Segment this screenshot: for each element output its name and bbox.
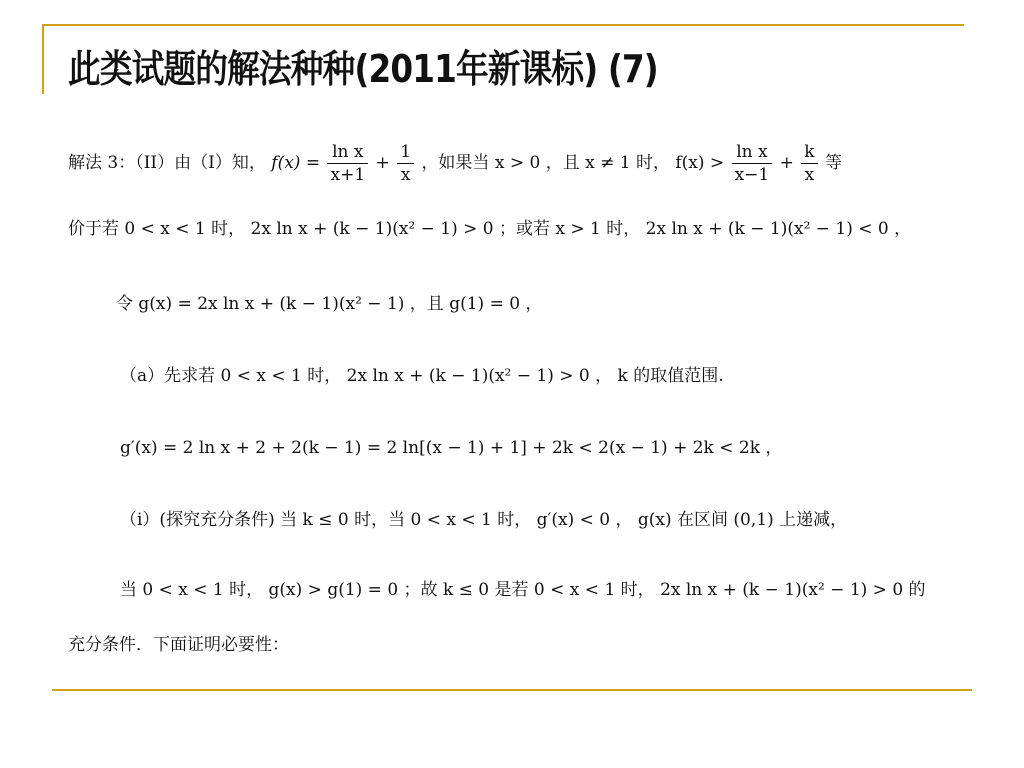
solution-line-8: 充分条件．下面证明必要性： [68, 635, 289, 655]
plus-sign: + [779, 153, 794, 173]
fraction-1-over-x [397, 141, 414, 186]
fraction-lnx-over-xminus1 [732, 141, 773, 186]
line1-lhs: f(x) = [271, 153, 321, 173]
solution-line-4: （a）先求若 0 < x < 1 时， 2x ln x + (k − 1)(x² − 1) > 0 ， k 的取值范围. [120, 366, 724, 386]
frac3-denominator: x−1 [734, 165, 770, 185]
frac4-denominator: x [804, 165, 815, 185]
fraction-lnx-over-xplus1 [327, 141, 368, 186]
line1-lead: 解法 3：（II）由（I）知， [68, 153, 266, 173]
frac3-numerator: ln x [732, 141, 773, 164]
frac1-denominator: x+1 [330, 165, 366, 185]
slide-title: 此类试题的解法种种(2011年新课标) (7) [68, 47, 658, 91]
solution-line-6: （i）(探究充分条件) 当 k ≤ 0 时，当 0 < x < 1 时， g′(x) < 0 ， g(x) 在区间 (0,1) 上递减， [120, 510, 848, 530]
frac1-numerator: ln x [327, 141, 368, 164]
line1-middle: ，如果当 x > 0 ，且 x ≠ 1 时， f(x) > [421, 153, 725, 173]
solution-line-3: 令 g(x) = 2x ln x + (k − 1)(x² − 1) ，且 g(1) = 0 ， [116, 294, 543, 314]
frac2-denominator: x [400, 165, 411, 185]
plus-sign: + [375, 153, 390, 173]
fraction-k-over-x [801, 141, 817, 186]
solution-line-2: 价于若 0 < x < 1 时， 2x ln x + (k − 1)(x² − 1) > 0 ；或若 x > 1 时， 2x ln x + (k − 1)(x² − 1) < 0 ， [68, 219, 912, 239]
solution-line-7: 当 0 < x < 1 时， g(x) > g(1) = 0 ；故 k ≤ 0 是若 0 < x < 1 时， 2x ln x + (k − 1)(x² − 1) > 0 的 [120, 580, 926, 600]
solution-line-1 [68, 141, 842, 186]
frac4-numerator: k [801, 141, 817, 164]
top-rule [44, 24, 964, 26]
line1-tail: 等 [825, 153, 843, 173]
bottom-rule [52, 689, 972, 691]
solution-line-5: g′(x) = 2 ln x + 2 + 2(k − 1) = 2 ln[(x − 1) + 1] + 2k < 2(x − 1) + 2k < 2k ， [120, 438, 783, 458]
frac2-numerator: 1 [397, 141, 414, 164]
left-rule [42, 24, 44, 94]
